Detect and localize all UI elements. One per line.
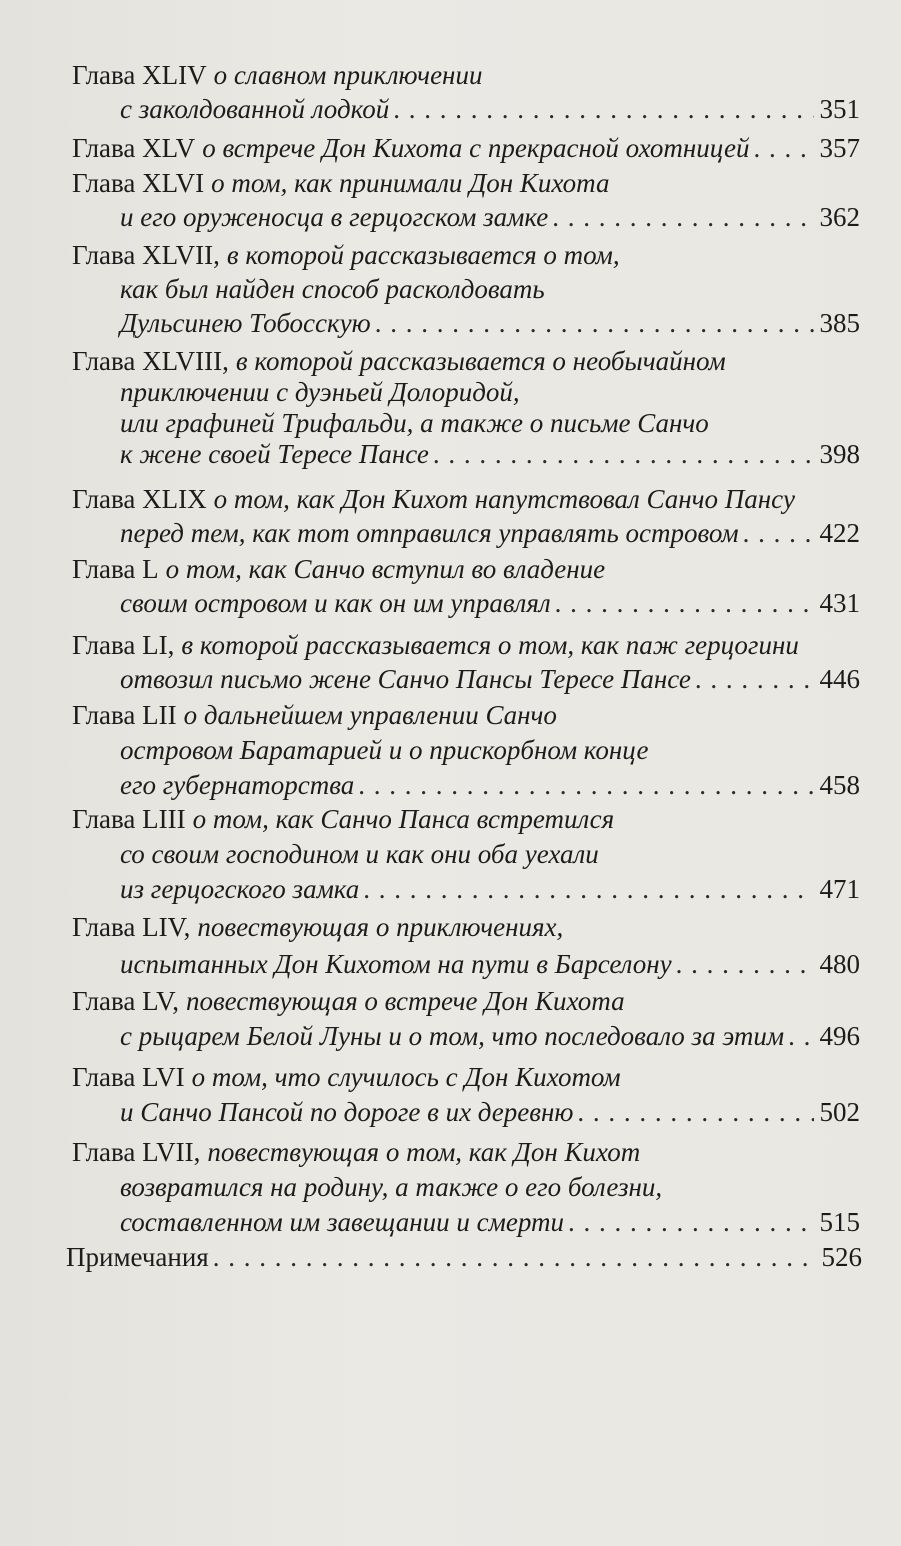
page-number: 515	[819, 1207, 860, 1237]
chapter-title-text: возвратился на родину, а также о его болезни,	[120, 1172, 663, 1202]
chapter-number: Глава LVI	[72, 1062, 185, 1092]
chapter-number: Глава XLVII,	[72, 240, 220, 270]
notes-label: Примечания	[66, 1242, 209, 1272]
page-number: 357	[819, 133, 860, 163]
chapter-title-text: островом Баратарией и о прискорбном конце	[120, 735, 649, 765]
toc-entry-continuation-line	[120, 516, 860, 550]
leader-dots	[358, 768, 813, 802]
chapter-title-text: о том, что случилось с Дон Кихотом	[191, 1062, 621, 1092]
chapter-title-text: о том, как Санчо вступил во владение	[165, 554, 606, 584]
chapter-title-text: Дульсинею Тобосскую	[120, 308, 371, 338]
toc-entry-continuation-line	[120, 375, 520, 409]
notes-page-number: 526	[821, 1242, 862, 1272]
toc-entry-first-line	[72, 698, 557, 732]
chapter-title-text: отвозил письмо жене Санчо Пансы Тересе Пансе	[120, 664, 691, 694]
page-number: 446	[819, 664, 860, 694]
toc-entry-continuation-line	[120, 1170, 662, 1204]
chapter-title-text: с заколдованной лодкой	[120, 94, 390, 124]
page-number: 362	[819, 202, 860, 232]
chapter-number: Глава XLVIII,	[72, 346, 229, 376]
chapter-title-text: повествующая о встрече Дон Кихота	[185, 986, 625, 1016]
chapter-number: Глава L	[72, 554, 159, 584]
chapter-title-text: в которой рассказывается о том,	[226, 240, 620, 270]
leader-dots	[676, 947, 814, 981]
toc-entry-continuation-line	[120, 768, 860, 802]
chapter-title-text: о том, как Санчо Панса встретился	[192, 804, 615, 834]
toc-entry-first-line	[72, 628, 799, 662]
chapter-title-text: перед тем, как тот отправился управлять островом	[120, 518, 739, 548]
toc-entry-continuation-line	[120, 272, 545, 306]
toc-entry-continuation-line	[120, 306, 860, 340]
toc-entry-first-line	[72, 344, 726, 378]
chapter-title-text: о встрече Дон Кихота с прекрасной охотницей	[202, 133, 750, 163]
chapter-title-text: приключении с дуэньей Долоридой,	[120, 377, 520, 407]
toc-entry-continuation-line	[120, 1019, 860, 1053]
toc-entry-first-line	[72, 552, 605, 586]
toc-entry-continuation-line	[120, 837, 599, 871]
chapter-title-text: в которой рассказывается о том, как паж герцогини	[181, 630, 799, 660]
page-number: 480	[819, 949, 860, 979]
toc-entry-continuation-line	[120, 1095, 860, 1129]
toc-entry-continuation-line	[120, 947, 860, 981]
chapter-title-text: с рыцарем Белой Луны и о том, что последовало за этим	[120, 1021, 785, 1051]
leader-dots	[213, 1240, 816, 1274]
toc-entry-first-line	[72, 58, 482, 92]
toc-entry-continuation-line	[120, 437, 860, 471]
toc-entry-continuation-line	[120, 1205, 860, 1239]
chapter-number: Глава XLV	[72, 133, 196, 163]
chapter-number: Глава XLVI	[72, 168, 205, 198]
toc-entry-first-line	[72, 131, 860, 165]
leader-dots	[552, 200, 813, 234]
page-number: 351	[819, 94, 860, 124]
toc-entry-continuation-line	[120, 662, 860, 696]
chapter-title-text: как был найден способ расколдовать	[120, 274, 545, 304]
leader-dots	[695, 662, 814, 696]
chapter-number: Глава LVII,	[72, 1137, 201, 1167]
chapter-number: Глава XLIX	[72, 484, 207, 514]
toc-entry-first-line	[72, 1060, 621, 1094]
chapter-number: Глава LV,	[72, 986, 179, 1016]
toc-entry-notes[interactable]	[66, 1240, 862, 1274]
chapter-number: Глава LIV,	[72, 912, 191, 942]
chapter-number: Глава LIII	[72, 804, 186, 834]
chapter-title-text: о дальнейшем управлении Санчо	[183, 700, 557, 730]
leader-dots	[753, 131, 813, 165]
chapter-number: Глава XLIV	[72, 60, 207, 90]
chapter-title-text: в которой рассказывается о необычайном	[235, 346, 726, 376]
chapter-title-text: повествующая о том, как Дон Кихот	[207, 1137, 641, 1167]
toc-entry-continuation-line	[120, 872, 860, 906]
chapter-number: Глава LI,	[72, 630, 175, 660]
leader-dots	[568, 1205, 813, 1239]
toc-entry-continuation-line	[120, 200, 860, 234]
leader-dots	[375, 306, 814, 340]
page-number: 458	[819, 770, 860, 800]
leader-dots	[555, 586, 814, 620]
chapter-title-text: повествующая о приключениях,	[197, 912, 564, 942]
chapter-title-text: его губернаторства	[120, 770, 355, 800]
page-number: 385	[819, 308, 860, 338]
toc-entry-first-line	[72, 482, 795, 516]
chapter-title-text: составленном им завещании и смерти	[120, 1207, 565, 1237]
leader-dots	[577, 1095, 813, 1129]
page-number: 422	[819, 518, 860, 548]
leader-dots	[433, 437, 814, 471]
leader-dots	[393, 92, 813, 126]
toc-entry-first-line	[72, 984, 625, 1018]
chapter-title-text: и его оруженосца в герцогском замке	[120, 202, 549, 232]
chapter-title-text: к жене своей Тересе Пансе	[120, 439, 429, 469]
chapter-title-text: о славном приключении	[213, 60, 483, 90]
chapter-title-text: и Санчо Пансой по дороге в их деревню	[120, 1097, 574, 1127]
leader-dots	[743, 516, 814, 550]
toc-entry-first-line	[72, 910, 563, 944]
chapter-title-text: испытанных Дон Кихотом на пути в Барселону	[120, 949, 672, 979]
toc-entry-first-line	[72, 166, 610, 200]
page-number: 398	[819, 439, 860, 469]
toc-entry-continuation-line	[120, 92, 860, 126]
leader-dots	[363, 872, 813, 906]
toc-entry-first-line	[72, 238, 620, 272]
chapter-title-text: о том, как Дон Кихот напутствовал Санчо Пансу	[213, 484, 795, 514]
chapter-title-text: со своим господином и как они оба уехали	[120, 839, 599, 869]
page-number: 471	[819, 874, 860, 904]
page-number: 431	[819, 588, 860, 618]
chapter-title-text: из герцогского замка	[120, 874, 360, 904]
toc-entry-first-line	[72, 1135, 640, 1169]
toc-entry-continuation-line	[120, 733, 648, 767]
page-number: 502	[819, 1097, 860, 1127]
toc-entry-first-line	[72, 802, 614, 836]
page-number: 496	[819, 1021, 860, 1051]
leader-dots	[788, 1019, 813, 1053]
toc-entry-continuation-line	[120, 406, 709, 440]
chapter-title-text: о том, как принимали Дон Кихота	[211, 168, 610, 198]
toc-entry-continuation-line	[120, 586, 860, 620]
chapter-title-text: или графиней Трифальди, а также о письме Санчо	[120, 408, 709, 438]
chapter-number: Глава LII	[72, 700, 177, 730]
chapter-title-text: своим островом и как он им управлял	[120, 588, 551, 618]
